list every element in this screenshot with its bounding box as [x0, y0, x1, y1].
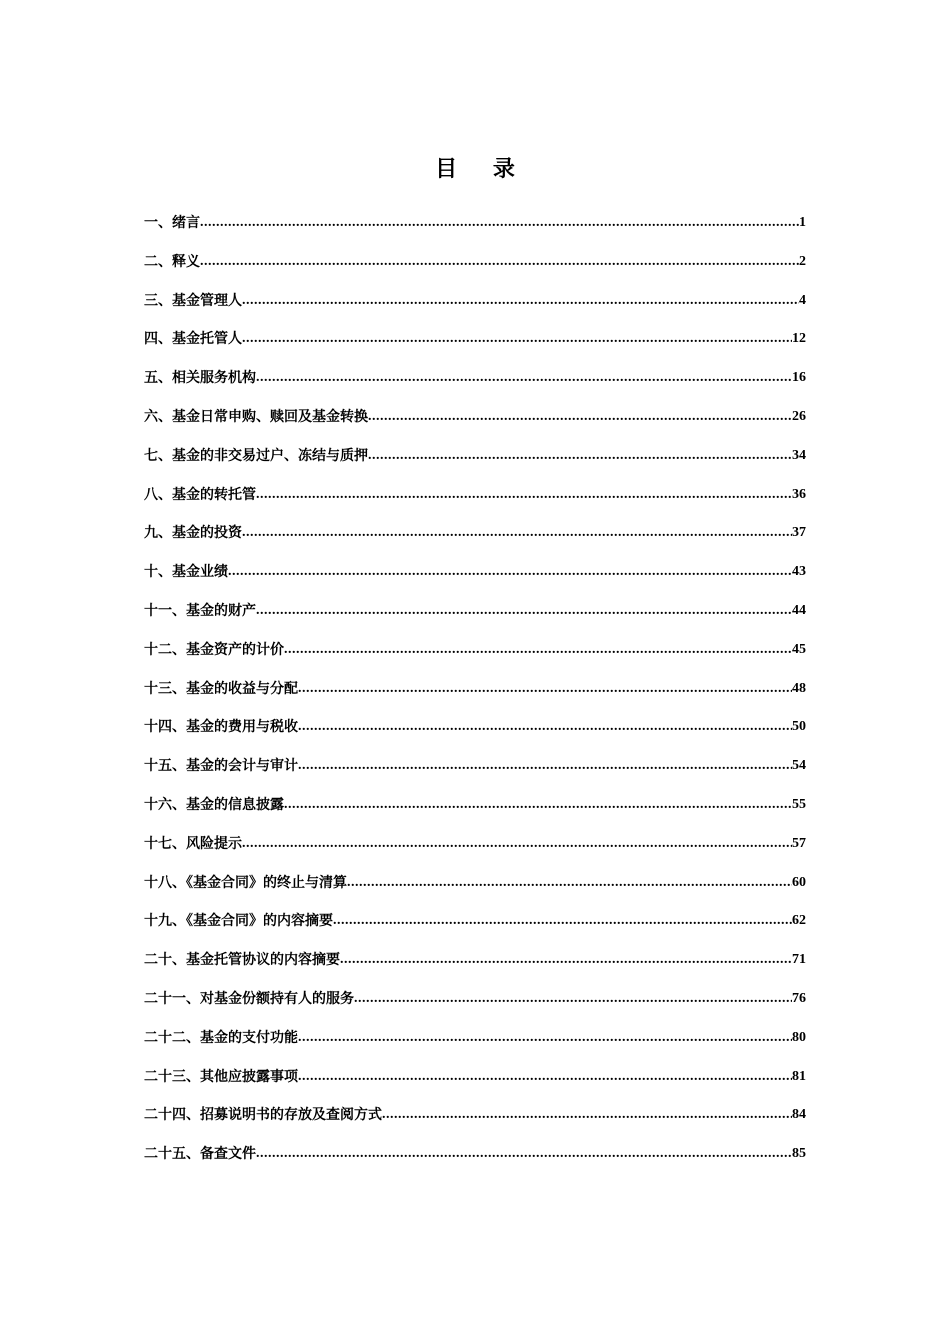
toc-dot-leader: [228, 553, 792, 592]
toc-entry-label: 六、基金日常申购、赎回及基金转换: [144, 408, 368, 425]
toc-entry-label: 十一、基金的财产: [144, 602, 256, 619]
toc-entry[interactable]: [144, 747, 806, 786]
toc-entry-label: 二十四、招募说明书的存放及查阅方式: [144, 1107, 382, 1124]
toc-entry[interactable]: [144, 398, 806, 437]
toc-entry-label: 二十、基金托管协议的内容摘要: [144, 952, 340, 969]
toc-dot-leader: [284, 786, 792, 825]
toc-entry[interactable]: [144, 592, 806, 631]
toc-entry-label: 四、基金托管人: [144, 331, 242, 348]
toc-entry-page-number: 36: [792, 486, 806, 502]
toc-entry-label: 二十一、对基金份额持有人的服务: [144, 990, 354, 1007]
toc-entry[interactable]: [144, 553, 806, 592]
toc-entry-label: 十二、基金资产的计价: [144, 641, 284, 658]
toc-dot-leader: [298, 1058, 792, 1097]
toc-entry-label: 十八、《基金合同》的终止与清算: [144, 874, 347, 891]
toc-entry-label: 八、基金的转托管: [144, 486, 256, 503]
toc-dot-leader: [242, 320, 792, 359]
toc-entry[interactable]: [144, 1058, 806, 1097]
toc-entry[interactable]: [144, 708, 806, 747]
toc-dot-leader: [382, 1096, 792, 1135]
toc-dot-leader: [256, 1135, 792, 1174]
toc-entry-page-number: 48: [792, 680, 806, 696]
toc-entry-page-number: 12: [792, 331, 806, 347]
toc-dot-leader: [354, 980, 792, 1019]
toc-entry[interactable]: [144, 825, 806, 864]
toc-entry-page-number: 57: [792, 835, 806, 851]
page-title: 目 录: [435, 157, 529, 182]
toc-entry[interactable]: [144, 670, 806, 709]
toc-entry[interactable]: [144, 437, 806, 476]
toc-dot-leader: [340, 941, 792, 980]
toc-dot-leader: [333, 902, 792, 941]
toc-entry[interactable]: [144, 631, 806, 670]
toc-entry-label: 二、释义: [144, 253, 200, 270]
toc-entry[interactable]: [144, 514, 806, 553]
toc-entry[interactable]: [144, 204, 806, 243]
toc-entry-page-number: 84: [792, 1107, 806, 1123]
toc-entry[interactable]: [144, 786, 806, 825]
toc-dot-leader: [256, 359, 792, 398]
toc-dot-leader: [368, 398, 792, 437]
toc-entry[interactable]: [144, 941, 806, 980]
toc-entry-page-number: 60: [792, 874, 806, 890]
toc-dot-leader: [200, 243, 799, 282]
toc-dot-leader: [256, 476, 792, 515]
toc-entry[interactable]: [144, 902, 806, 941]
toc-entry-label: 三、基金管理人: [144, 292, 242, 309]
toc-entry[interactable]: [144, 1019, 806, 1058]
toc-dot-leader: [242, 825, 792, 864]
toc-entry[interactable]: [144, 864, 806, 903]
toc-entry-page-number: 1: [799, 215, 806, 230]
toc-entry-page-number: 71: [792, 952, 806, 968]
toc-entry-page-number: 45: [792, 641, 806, 657]
toc-entry[interactable]: [144, 1096, 806, 1135]
toc-entry-page-number: 85: [792, 1146, 806, 1162]
toc-entry-page-number: 76: [792, 990, 806, 1006]
toc-entry-label: 十六、基金的信息披露: [144, 796, 284, 813]
toc-entry-page-number: 2: [799, 253, 806, 269]
toc-dot-leader: [298, 708, 792, 747]
toc-entry-label: 十七、风险提示: [144, 835, 242, 852]
toc-dot-leader: [242, 514, 792, 553]
toc-entry-label: 十三、基金的收益与分配: [144, 680, 298, 697]
toc-entry-label: 九、基金的投资: [144, 525, 242, 542]
toc-dot-leader: [256, 592, 792, 631]
toc-entry-page-number: 50: [792, 719, 806, 735]
toc-entry[interactable]: [144, 243, 806, 282]
toc-dot-leader: [242, 282, 799, 321]
toc-dot-leader: [284, 631, 792, 670]
toc-entry[interactable]: [144, 476, 806, 515]
toc-entry[interactable]: [144, 282, 806, 321]
toc-dot-leader: [200, 204, 799, 243]
toc-entry-label: 十五、基金的会计与审计: [144, 758, 298, 775]
toc-dot-leader: [347, 864, 792, 903]
toc-entry-label: 二十三、其他应披露事项: [144, 1068, 298, 1085]
toc-entry-label: 五、相关服务机构: [144, 370, 256, 387]
toc-entry-page-number: 16: [792, 370, 806, 386]
toc-entry-page-number: 55: [792, 796, 806, 812]
toc-dot-leader: [298, 670, 792, 709]
toc-dot-leader: [298, 1019, 792, 1058]
toc-entry-page-number: 43: [792, 564, 806, 580]
toc-entry-page-number: 44: [792, 602, 806, 618]
toc-entry-label: 二十二、基金的支付功能: [144, 1029, 298, 1046]
toc-entry-label: 二十五、备查文件: [144, 1146, 256, 1163]
table-of-contents: [144, 204, 806, 1174]
toc-dot-leader: [368, 437, 792, 476]
toc-entry-page-number: 26: [792, 408, 806, 424]
toc-entry[interactable]: [144, 1135, 806, 1174]
toc-entry-page-number: 62: [792, 913, 806, 929]
toc-entry-page-number: 54: [792, 758, 806, 774]
toc-entry-page-number: 81: [792, 1068, 806, 1084]
toc-entry-page-number: 34: [792, 447, 806, 463]
toc-entry-page-number: 37: [792, 525, 806, 541]
toc-entry-label: 十、基金业绩: [144, 564, 228, 581]
toc-entry[interactable]: [144, 320, 806, 359]
toc-dot-leader: [298, 747, 792, 786]
toc-entry-page-number: 80: [792, 1029, 806, 1045]
toc-entry-label: 一、绪言: [144, 215, 200, 231]
toc-entry[interactable]: [144, 359, 806, 398]
toc-entry-label: 七、基金的非交易过户、冻结与质押: [144, 447, 368, 464]
toc-entry[interactable]: [144, 980, 806, 1019]
toc-entry-page-number: 4: [799, 292, 806, 308]
toc-entry-label: 十四、基金的费用与税收: [144, 719, 298, 736]
toc-entry-label: 十九、《基金合同》的内容摘要: [144, 913, 333, 930]
